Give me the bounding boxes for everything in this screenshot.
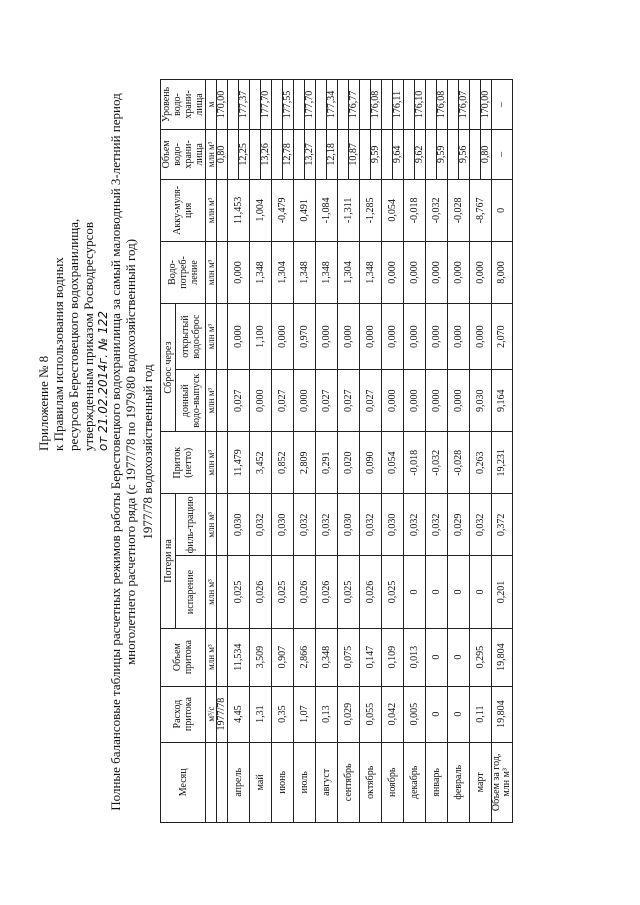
cell-empty <box>217 370 228 432</box>
cell-start-level: 170,00 <box>217 80 228 130</box>
cell-acc: -0,479 <box>272 179 294 241</box>
cell-storage: 12,18 <box>327 129 338 179</box>
cell-acc: -1,285 <box>360 179 382 241</box>
cell-cons: 1,304 <box>338 241 360 303</box>
cell-evap: 0,025 <box>382 556 404 628</box>
cell-empty <box>217 241 228 303</box>
cell-empty <box>360 80 371 130</box>
cell-empty <box>272 80 283 130</box>
cell-bottom: 0,000 <box>448 370 470 432</box>
header-month: Месяц <box>161 742 206 822</box>
cell-filt: 0,030 <box>272 494 294 556</box>
cell-total-open: 2,070 <box>492 303 513 369</box>
cell-month: декабрь <box>404 742 426 822</box>
cell-acc: 0,054 <box>382 179 404 241</box>
cell-empty <box>217 303 228 369</box>
cell-month: май <box>250 742 272 822</box>
cell-cons: 0,000 <box>404 241 426 303</box>
units-row <box>206 80 217 823</box>
cell-cons: 0,000 <box>448 241 470 303</box>
rotated-sheet <box>20 57 620 847</box>
cell-filt: 0,029 <box>448 494 470 556</box>
cell-flow: 0 <box>426 686 448 742</box>
cell-acc: 11,453 <box>228 179 250 241</box>
cell-net: 2,809 <box>294 432 316 494</box>
header-open-spillway: открытый водосброс <box>176 303 206 369</box>
cell-bottom: 0,000 <box>382 370 404 432</box>
cell-empty <box>228 129 239 179</box>
cell-inflow: 3,509 <box>250 628 272 686</box>
cell-total-storage: – <box>492 129 513 179</box>
cell-empty <box>217 556 228 628</box>
appendix-note <box>36 91 111 451</box>
cell-bottom: 0,027 <box>316 370 338 432</box>
cell-month: январь <box>426 742 448 822</box>
cell-flow: 0,029 <box>338 686 360 742</box>
cell-empty <box>448 80 459 130</box>
cell-flow: 0,35 <box>272 686 294 742</box>
cell-flow: 0,005 <box>404 686 426 742</box>
cell-acc: -1,311 <box>338 179 360 241</box>
cell-flow: 0,042 <box>382 686 404 742</box>
cell-month: апрель <box>228 742 250 822</box>
cell-inflow: 0,147 <box>360 628 382 686</box>
cell-month: сентябрь <box>338 742 360 822</box>
cell-cons: 0,000 <box>470 241 492 303</box>
unit-cell: м <box>206 80 217 130</box>
cell-storage: 9,64 <box>393 129 404 179</box>
cell-flow: 1,07 <box>294 686 316 742</box>
cell-empty <box>316 80 327 130</box>
cell-open: 0,000 <box>272 303 294 369</box>
cell-net: 0,020 <box>338 432 360 494</box>
cell-level: 177,70 <box>305 80 316 130</box>
cell-net: 11,479 <box>228 432 250 494</box>
cell-bottom: 0,027 <box>228 370 250 432</box>
cell-empty <box>217 432 228 494</box>
header-level: Уровень водо-храни-лища <box>161 80 206 130</box>
cell-empty <box>217 742 228 822</box>
cell-cons: 0,000 <box>426 241 448 303</box>
balance-table <box>160 79 513 823</box>
cell-empty <box>294 129 305 179</box>
cell-total-level: – <box>492 80 513 130</box>
title-line: многолетнего расчетного ряда (с 1977/78 по 1979/80 водохозяйственный год) <box>123 238 138 666</box>
cell-acc: -0,032 <box>426 179 448 241</box>
cell-total-net: 19,231 <box>492 432 513 494</box>
cell-storage: 9,56 <box>459 129 470 179</box>
table-row <box>360 80 371 823</box>
cell-open: 0,000 <box>404 303 426 369</box>
cell-cons: 1,348 <box>250 241 272 303</box>
cell-flow: 0 <box>448 686 470 742</box>
year-subtitle: 1977/78 водохозяйственный год <box>140 364 155 540</box>
cell-storage: 10,87 <box>349 129 360 179</box>
cell-empty <box>382 80 393 130</box>
cell-total-flow: 19,804 <box>492 686 513 742</box>
cell-evap: 0 <box>448 556 470 628</box>
table-row <box>426 80 437 823</box>
cell-empty <box>470 129 481 179</box>
cell-empty <box>217 628 228 686</box>
title-line: Полные балансовые таблицы расчетных режимов работы Берестовецкого водохранилища за самый маловодный 3-летний период <box>108 93 123 811</box>
header-bottom-outlet: донный водо-выпуск <box>176 370 206 432</box>
unit-cell: млн м³ <box>206 494 217 556</box>
cell-filt: 0,032 <box>316 494 338 556</box>
start-row <box>217 80 228 823</box>
table-row <box>448 80 459 823</box>
cell-level: 176,07 <box>459 80 470 130</box>
cell-filt: 0,030 <box>382 494 404 556</box>
cell-level: 176,08 <box>437 80 448 130</box>
cell-open: 0,000 <box>448 303 470 369</box>
cell-start-storage: 0,80 <box>217 129 228 179</box>
cell-bottom: 0,027 <box>360 370 382 432</box>
unit-cell: млн м³ <box>206 303 217 369</box>
cell-evap: 0 <box>404 556 426 628</box>
appendix-signature-line: от 21.02.2014г. № 122 <box>96 311 110 451</box>
cell-open: 0,970 <box>294 303 316 369</box>
header-filtration: филь-трацию <box>176 494 206 556</box>
cell-total-filt: 0,372 <box>492 494 513 556</box>
cell-acc: -0,018 <box>404 179 426 241</box>
unit-cell: млн м³ <box>206 179 217 241</box>
header-evaporation: испарение <box>176 556 206 628</box>
unit-cell <box>206 742 217 822</box>
unit-cell: млн м³ <box>206 129 217 179</box>
cell-empty <box>294 80 305 130</box>
cell-acc: -0,028 <box>448 179 470 241</box>
cell-net: 0,291 <box>316 432 338 494</box>
cell-storage: 12,78 <box>283 129 294 179</box>
cell-storage: 13,26 <box>261 129 272 179</box>
cell-storage: 9,59 <box>371 129 382 179</box>
cell-inflow: 0 <box>448 628 470 686</box>
cell-total-acc: 0 <box>492 179 513 241</box>
cell-empty <box>360 129 371 179</box>
appendix-line: утвержденным приказом Росводресурсов <box>81 222 96 451</box>
table-row <box>404 80 415 823</box>
cell-empty <box>272 129 283 179</box>
cell-total-evap: 0,201 <box>492 556 513 628</box>
table-row <box>470 80 481 823</box>
cell-flow: 0,13 <box>316 686 338 742</box>
cell-evap: 0 <box>470 556 492 628</box>
cell-level: 176,10 <box>415 80 426 130</box>
cell-empty <box>448 129 459 179</box>
cell-level: 177,37 <box>239 80 250 130</box>
cell-inflow: 0,295 <box>470 628 492 686</box>
table-body <box>217 80 513 823</box>
cell-open: 0,000 <box>228 303 250 369</box>
table-row <box>382 80 393 823</box>
cell-filt: 0,030 <box>338 494 360 556</box>
cell-storage: 13,27 <box>305 129 316 179</box>
table-row <box>250 80 261 823</box>
header-losses: Потери на <box>161 494 176 628</box>
cell-filt: 0,032 <box>360 494 382 556</box>
cell-empty <box>228 80 239 130</box>
cell-evap: 0,026 <box>360 556 382 628</box>
cell-open: 0,000 <box>316 303 338 369</box>
appendix-line: ресурсов Берестовецкого водохранилища, <box>66 218 81 451</box>
cell-bottom: 0,000 <box>404 370 426 432</box>
cell-cons: 1,348 <box>316 241 338 303</box>
cell-acc: 0,491 <box>294 179 316 241</box>
cell-cons: 1,348 <box>294 241 316 303</box>
cell-empty <box>316 129 327 179</box>
cell-level: 176,11 <box>393 80 404 130</box>
unit-cell: млн м³ <box>206 556 217 628</box>
cell-open: 1,100 <box>250 303 272 369</box>
cell-total-inflow: 19,804 <box>492 628 513 686</box>
cell-cons: 0,000 <box>382 241 404 303</box>
cell-inflow: 2,866 <box>294 628 316 686</box>
cell-start-year: 1977/78 <box>217 686 228 742</box>
unit-cell: млн м³ <box>206 370 217 432</box>
unit-cell: млн м³ <box>206 628 217 686</box>
cell-storage: 12,25 <box>239 129 250 179</box>
cell-filt: 0,032 <box>426 494 448 556</box>
cell-empty <box>470 80 481 130</box>
cell-bottom: 9,030 <box>470 370 492 432</box>
cell-evap: 0,026 <box>250 556 272 628</box>
cell-month: ноябрь <box>382 742 404 822</box>
cell-month: июль <box>294 742 316 822</box>
cell-storage: 9,62 <box>415 129 426 179</box>
cell-evap: 0 <box>426 556 448 628</box>
cell-open: 0,000 <box>470 303 492 369</box>
cell-acc: 1,004 <box>250 179 272 241</box>
cell-storage: 9,59 <box>437 129 448 179</box>
cell-bottom: 0,027 <box>338 370 360 432</box>
unit-cell: млн м³ <box>206 432 217 494</box>
cell-filt: 0,032 <box>404 494 426 556</box>
cell-net: 0,090 <box>360 432 382 494</box>
cell-inflow: 0 <box>426 628 448 686</box>
cell-bottom: 0,027 <box>272 370 294 432</box>
cell-empty <box>250 129 261 179</box>
cell-inflow: 0,013 <box>404 628 426 686</box>
cell-bottom: 0,000 <box>426 370 448 432</box>
cell-month: август <box>316 742 338 822</box>
cell-empty <box>338 80 349 130</box>
cell-filt: 0,032 <box>250 494 272 556</box>
cell-acc: -8,767 <box>470 179 492 241</box>
header-discharge: Сброс через <box>161 303 176 431</box>
cell-flow: 0,11 <box>470 686 492 742</box>
cell-total-bottom: 9,164 <box>492 370 513 432</box>
header-inflow-volume: Объем притока <box>161 628 206 686</box>
cell-evap: 0,025 <box>338 556 360 628</box>
cell-level: 177,70 <box>261 80 272 130</box>
cell-empty <box>404 80 415 130</box>
cell-evap: 0,025 <box>228 556 250 628</box>
cell-month: октябрь <box>360 742 382 822</box>
cell-inflow: 0,075 <box>338 628 360 686</box>
cell-bottom: 0,000 <box>294 370 316 432</box>
cell-cons: 1,348 <box>360 241 382 303</box>
unit-cell: м³/с <box>206 686 217 742</box>
cell-inflow: 0,348 <box>316 628 338 686</box>
cell-level: 176,08 <box>371 80 382 130</box>
cell-open: 0,000 <box>426 303 448 369</box>
cell-filt: 0,032 <box>470 494 492 556</box>
cell-empty <box>217 179 228 241</box>
table-row <box>316 80 327 823</box>
document-title <box>108 67 138 837</box>
cell-empty <box>404 129 415 179</box>
cell-level: 176,77 <box>349 80 360 130</box>
cell-inflow: 0,109 <box>382 628 404 686</box>
cell-evap: 0,026 <box>316 556 338 628</box>
cell-net: 0,852 <box>272 432 294 494</box>
cell-open: 0,000 <box>360 303 382 369</box>
header-net-inflow: Приток (нетто) <box>161 432 206 494</box>
cell-empty <box>426 129 437 179</box>
cell-evap: 0,026 <box>294 556 316 628</box>
unit-cell: млн м³ <box>206 241 217 303</box>
appendix-line: к Правилам использования водных <box>51 257 66 451</box>
cell-flow: 1,31 <box>250 686 272 742</box>
cell-empty <box>426 80 437 130</box>
table-row <box>272 80 283 823</box>
cell-net: 0,054 <box>382 432 404 494</box>
cell-month: февраль <box>448 742 470 822</box>
cell-level: 170,00 <box>481 80 492 130</box>
cell-inflow: 11,534 <box>228 628 250 686</box>
cell-net: -0,018 <box>404 432 426 494</box>
cell-evap: 0,025 <box>272 556 294 628</box>
cell-net: 3,452 <box>250 432 272 494</box>
cell-month: март <box>470 742 492 822</box>
total-row <box>492 80 513 823</box>
cell-inflow: 0,907 <box>272 628 294 686</box>
header-storage-volume: Объем водо-храни-лища <box>161 129 206 179</box>
cell-month: июнь <box>272 742 294 822</box>
table-row <box>338 80 349 823</box>
cell-bottom: 0,000 <box>250 370 272 432</box>
cell-level: 177,55 <box>283 80 294 130</box>
cell-total-label: Объем за год, млн м³ <box>492 742 513 822</box>
cell-net: -0,032 <box>426 432 448 494</box>
cell-empty <box>382 129 393 179</box>
cell-open: 0,000 <box>338 303 360 369</box>
cell-filt: 0,030 <box>228 494 250 556</box>
appendix-line: Приложение № 8 <box>36 355 51 451</box>
header-flow: Расход притока <box>161 686 206 742</box>
cell-storage: 0,80 <box>481 129 492 179</box>
cell-acc: -1,084 <box>316 179 338 241</box>
cell-filt: 0,032 <box>294 494 316 556</box>
header-consumption: Водо-потреб-ление <box>161 241 206 303</box>
cell-level: 177,34 <box>327 80 338 130</box>
table-row <box>294 80 305 823</box>
header-accumulation: Акку-муля-ция <box>161 179 206 241</box>
cell-net: 0,263 <box>470 432 492 494</box>
cell-flow: 4,45 <box>228 686 250 742</box>
table-row <box>228 80 239 823</box>
cell-cons: 0,000 <box>228 241 250 303</box>
cell-open: 0,000 <box>382 303 404 369</box>
cell-net: -0,028 <box>448 432 470 494</box>
cell-empty <box>338 129 349 179</box>
cell-flow: 0,055 <box>360 686 382 742</box>
cell-total-cons: 8,000 <box>492 241 513 303</box>
cell-empty <box>250 80 261 130</box>
cell-empty <box>217 494 228 556</box>
cell-cons: 1,304 <box>272 241 294 303</box>
